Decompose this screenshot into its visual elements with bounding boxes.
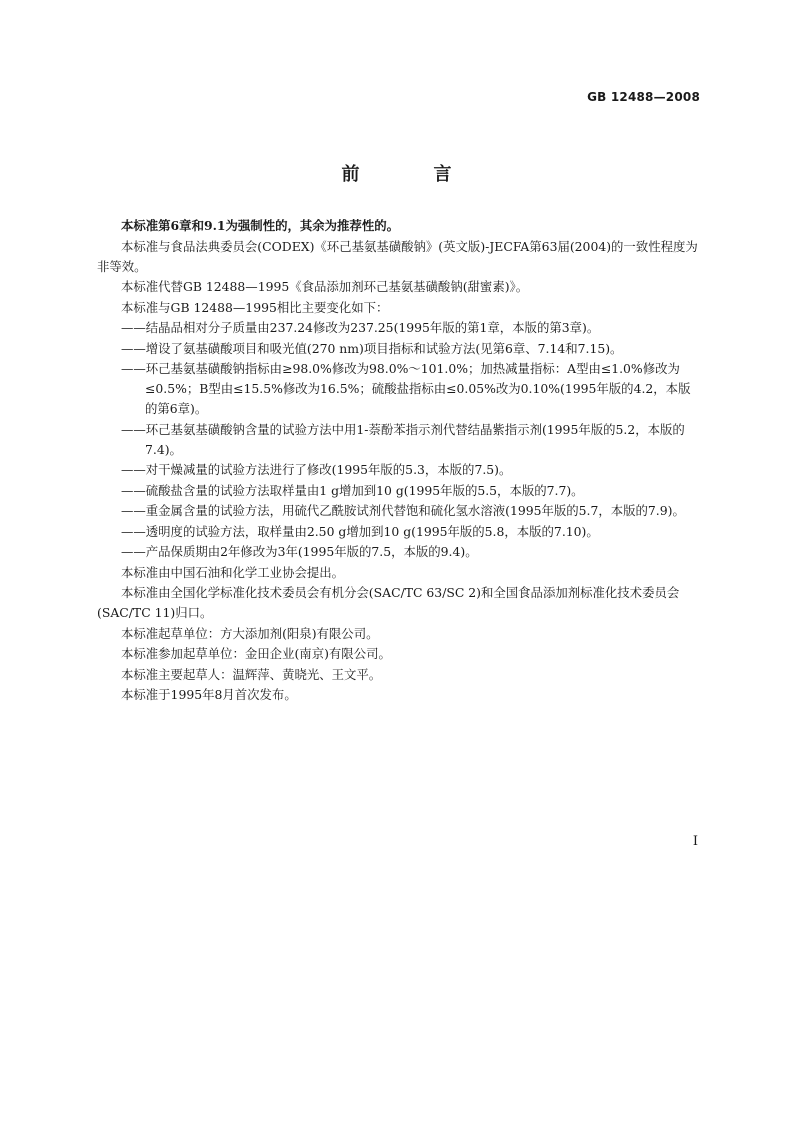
paragraph-participating-unit: 本标准参加起草单位：金田企业(南京)有限公司。 bbox=[121, 646, 391, 661]
page-title: 前 言 bbox=[341, 164, 480, 185]
change-item: ——透明度的试验方法，取样量由2.50 g增加到10 g(1995年版的5.8，本版的7.10)。 bbox=[121, 523, 599, 539]
paragraph-proposed-by: 本标准由中国石油和化学工业协会提出。 bbox=[121, 564, 345, 580]
paragraph-replaces: 本标准代替GB 12488—1995《食品添加剂环己基氨基磺酸钠(甜蜜素)》。 bbox=[121, 279, 529, 294]
change-item: ——对干燥减量的试验方法进行了修改(1995年版的5.3，本版的7.5)。 bbox=[121, 462, 512, 477]
paragraph-consistency: 本标准与食品法典委员会(CODEX)《环己基氨基磺酸钠》(英文版)-JECFA第63届(2004)的一致性程度为非等效。 bbox=[97, 238, 698, 274]
change-item: ——产品保质期由2年修改为3年(1995年版的7.5，本版的9.4)。 bbox=[121, 544, 478, 559]
document-body bbox=[97, 216, 701, 706]
changes-list bbox=[97, 318, 701, 562]
paragraph-administered-by: 本标准由全国化学标准化技术委员会有机分会(SAC/TC 63/SC 2)和全国食品添加剂标准化技术委员会(SAC/TC 11)归口。 bbox=[97, 585, 680, 620]
paragraph-drafting-unit: 本标准起草单位：方大添加剂(阳泉)有限公司。 bbox=[121, 625, 379, 641]
change-item: ——重金属含量的试验方法，用硫代乙酰胺试剂代替饱和硫化氢水溶液(1995年版的5.7，本版的7.9)。 bbox=[121, 503, 685, 518]
change-item: ——环己基氨基磺酸钠指标由≥98.0%修改为98.0%～101.0%；加热减量指标：A型由≤1.0%修改为≤0.5%；B型由≤15.5%修改为16.5%；硫酸盐指标由≤0.05%改为0.10%(1995年版的4.2，本版的第6章)。 bbox=[121, 361, 691, 416]
change-item: ——增设了氨基磺酸项目和吸光值(270 nm)项目指标和试验方法(见第6章、7.14和7.15)。 bbox=[121, 340, 623, 356]
paragraph-main-drafters: 本标准主要起草人：温辉萍、黄晓光、王文平。 bbox=[121, 666, 382, 682]
standard-number: GB 12488—2008 bbox=[587, 90, 700, 104]
paragraph-first-release: 本标准于1995年8月首次发布。 bbox=[121, 687, 297, 702]
paragraph-changes-intro: 本标准与GB 12488—1995相比主要变化如下： bbox=[121, 299, 389, 315]
page-number: I bbox=[692, 834, 698, 849]
change-item: ——结晶品相对分子质量由237.24修改为237.25(1995年版的第1章，本版的第3章)。 bbox=[121, 320, 600, 335]
change-item: ——硫酸盐含量的试验方法取样量由1 g增加到10 g(1995年版的5.5，本版的7.7)。 bbox=[121, 482, 584, 498]
change-item: ——环己基氨基磺酸钠含量的试验方法中用1-萘酚苯指示剂代替结晶紫指示剂(1995年版的5.2，本版的7.4)。 bbox=[121, 421, 685, 457]
paragraph-mandatory-clauses: 本标准第6章和9.1为强制性的，其余为推荐性的。 bbox=[121, 218, 399, 233]
